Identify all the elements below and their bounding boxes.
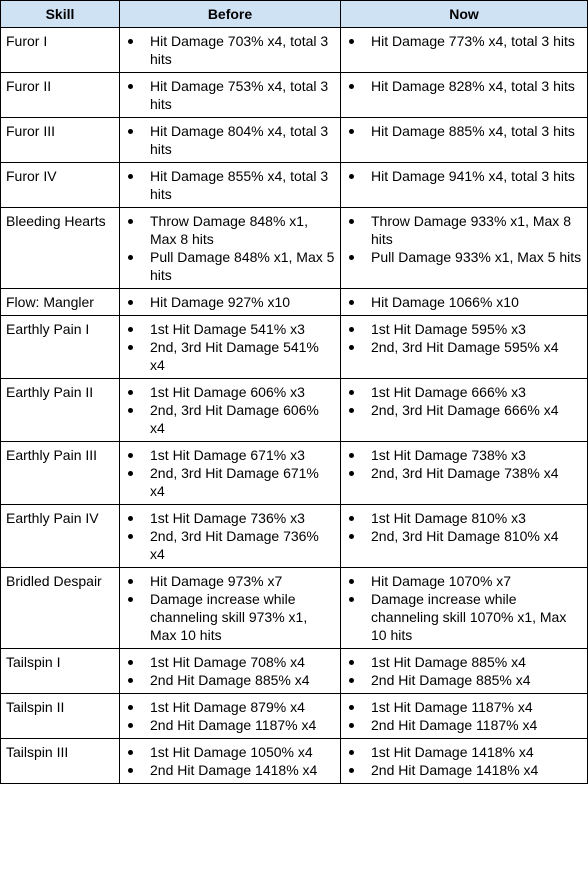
table-row — [1, 505, 588, 568]
bullet-item: 1st Hit Damage 879% x4 — [150, 698, 336, 716]
before-bullet-list — [120, 293, 336, 311]
bullet-item: Hit Damage 1070% x7 — [371, 572, 583, 590]
bullet-item: 2nd, 3rd Hit Damage 666% x4 — [371, 401, 583, 419]
bullet-item: 1st Hit Damage 671% x3 — [150, 446, 336, 464]
skill-name-cell: Bridled Despair — [1, 568, 120, 649]
before-cell — [120, 163, 341, 208]
before-bullet-list — [120, 122, 336, 158]
before-cell — [120, 739, 341, 784]
bullet-item: 2nd Hit Damage 1187% x4 — [371, 716, 583, 734]
bullet-item: 1st Hit Damage 1050% x4 — [150, 743, 336, 761]
skill-name-cell: Earthly Pain III — [1, 442, 120, 505]
now-cell — [341, 289, 588, 316]
skill-name-cell: Furor II — [1, 73, 120, 118]
skill-name-cell: Bleeding Hearts — [1, 208, 120, 289]
before-bullet-list — [120, 446, 336, 500]
before-cell — [120, 649, 341, 694]
now-bullet-list — [341, 32, 583, 50]
now-bullet-list — [341, 77, 583, 95]
now-bullet-list — [341, 212, 583, 266]
now-bullet-list — [341, 122, 583, 140]
before-cell — [120, 505, 341, 568]
table-row — [1, 118, 588, 163]
now-bullet-list — [341, 293, 583, 311]
bullet-item: Hit Damage 941% x4, total 3 hits — [371, 167, 583, 185]
bullet-item: 1st Hit Damage 736% x3 — [150, 509, 336, 527]
before-bullet-list — [120, 509, 336, 563]
before-bullet-list — [120, 320, 336, 374]
bullet-item: 2nd Hit Damage 1418% x4 — [371, 761, 583, 779]
bullet-item: 2nd Hit Damage 1418% x4 — [150, 761, 336, 779]
bullet-item: Hit Damage 973% x7 — [150, 572, 336, 590]
bullet-item: 1st Hit Damage 810% x3 — [371, 509, 583, 527]
skill-name-cell: Furor III — [1, 118, 120, 163]
header-skill: Skill — [1, 1, 120, 28]
now-cell — [341, 568, 588, 649]
before-bullet-list — [120, 698, 336, 734]
table-row — [1, 379, 588, 442]
table-row — [1, 163, 588, 208]
now-bullet-list — [341, 383, 583, 419]
before-bullet-list — [120, 167, 336, 203]
bullet-item: Hit Damage 773% x4, total 3 hits — [371, 32, 583, 50]
now-cell — [341, 73, 588, 118]
before-bullet-list — [120, 572, 336, 644]
bullet-item: Pull Damage 933% x1, Max 5 hits — [371, 249, 582, 265]
table-row — [1, 28, 588, 73]
skill-name-cell: Furor I — [1, 28, 120, 73]
before-bullet-list — [120, 32, 336, 68]
now-bullet-list — [341, 653, 583, 689]
table-row — [1, 694, 588, 739]
bullet-item: 1st Hit Damage 541% x3 — [150, 320, 336, 338]
before-cell — [120, 694, 341, 739]
before-bullet-list — [120, 77, 336, 113]
bullet-item: Damage increase while channeling skill 973% x1, Max 10 hits — [150, 590, 336, 644]
bullet-item: Hit Damage 828% x4, total 3 hits — [371, 77, 583, 95]
header-now: Now — [341, 1, 588, 28]
before-cell — [120, 28, 341, 73]
bullet-item: Hit Damage 1066% x10 — [371, 293, 583, 311]
skill-name-cell: Flow: Mangler — [1, 289, 120, 316]
table-row — [1, 442, 588, 505]
table-row — [1, 739, 588, 784]
bullet-item: Hit Damage 885% x4, total 3 hits — [371, 122, 583, 140]
now-cell — [341, 739, 588, 784]
now-cell — [341, 316, 588, 379]
before-cell — [120, 289, 341, 316]
table-row — [1, 208, 588, 289]
skill-name-cell: Furor IV — [1, 163, 120, 208]
bullet-item: 1st Hit Damage 708% x4 — [150, 653, 336, 671]
now-cell — [341, 442, 588, 505]
table-row — [1, 73, 588, 118]
now-cell — [341, 163, 588, 208]
before-bullet-list — [120, 743, 336, 779]
bullet-item: 2nd, 3rd Hit Damage 810% x4 — [371, 527, 583, 545]
skill-name-cell: Earthly Pain II — [1, 379, 120, 442]
now-cell — [341, 694, 588, 739]
before-cell — [120, 568, 341, 649]
bullet-item: Hit Damage 703% x4, total 3 hits — [150, 32, 336, 68]
bullet-item: 2nd, 3rd Hit Damage 595% x4 — [371, 338, 583, 356]
bullet-item: 2nd Hit Damage 885% x4 — [150, 671, 336, 689]
bullet-item: 2nd, 3rd Hit Damage 736% x4 — [150, 527, 336, 563]
now-bullet-list — [341, 167, 583, 185]
bullet-item: 2nd Hit Damage 1187% x4 — [150, 716, 336, 734]
before-cell — [120, 208, 341, 289]
bullet-item: 2nd, 3rd Hit Damage 671% x4 — [150, 464, 336, 500]
bullet-item: 1st Hit Damage 606% x3 — [150, 383, 336, 401]
now-bullet-list — [341, 743, 583, 779]
before-cell — [120, 316, 341, 379]
skill-name-cell: Earthly Pain I — [1, 316, 120, 379]
skill-name-cell: Tailspin II — [1, 694, 120, 739]
bullet-item: Throw Damage 848% x1, Max 8 hits — [150, 212, 336, 248]
bullet-item: 2nd, 3rd Hit Damage 606% x4 — [150, 401, 336, 437]
skill-name-cell: Tailspin I — [1, 649, 120, 694]
bullet-item: 1st Hit Damage 1418% x4 — [371, 743, 583, 761]
before-cell — [120, 442, 341, 505]
bullet-item: 1st Hit Damage 1187% x4 — [371, 698, 583, 716]
before-bullet-list — [120, 653, 336, 689]
table-body — [1, 28, 588, 784]
header-before: Before — [120, 1, 341, 28]
now-cell — [341, 379, 588, 442]
skill-name-cell: Tailspin III — [1, 739, 120, 784]
bullet-item: 2nd Hit Damage 885% x4 — [371, 671, 583, 689]
table-row — [1, 289, 588, 316]
bullet-item: Hit Damage 804% x4, total 3 hits — [150, 122, 336, 158]
now-cell — [341, 118, 588, 163]
now-cell — [341, 505, 588, 568]
bullet-item: 2nd, 3rd Hit Damage 541% x4 — [150, 338, 336, 374]
header-row — [1, 1, 588, 28]
bullet-item: 2nd, 3rd Hit Damage 738% x4 — [371, 464, 583, 482]
bullet-item: Damage increase while channeling skill 1070% x1, Max 10 hits — [371, 590, 583, 644]
table-row — [1, 649, 588, 694]
now-cell — [341, 28, 588, 73]
now-cell — [341, 208, 588, 289]
now-bullet-list — [341, 698, 583, 734]
bullet-item: 1st Hit Damage 666% x3 — [371, 383, 583, 401]
bullet-item: 1st Hit Damage 885% x4 — [371, 653, 583, 671]
bullet-item: 1st Hit Damage 595% x3 — [371, 320, 583, 338]
before-cell — [120, 379, 341, 442]
now-bullet-list — [341, 509, 583, 545]
bullet-item: 1st Hit Damage 738% x3 — [371, 446, 583, 464]
table-row — [1, 568, 588, 649]
now-cell — [341, 649, 588, 694]
now-bullet-list — [341, 446, 583, 482]
before-bullet-list — [120, 212, 336, 284]
bullet-item: Hit Damage 753% x4, total 3 hits — [150, 77, 336, 113]
bullet-item: Throw Damage 933% x1, Max 8 hits — [371, 212, 583, 248]
before-cell — [120, 73, 341, 118]
skill-name-cell: Earthly Pain IV — [1, 505, 120, 568]
bullet-item: Hit Damage 927% x10 — [150, 293, 336, 311]
now-bullet-list — [341, 572, 583, 644]
before-bullet-list — [120, 383, 336, 437]
before-cell — [120, 118, 341, 163]
now-bullet-list — [341, 320, 583, 356]
bullet-item: Hit Damage 855% x4, total 3 hits — [150, 167, 336, 203]
bullet-item: Pull Damage 848% x1, Max 5 hits — [150, 249, 335, 283]
table-row — [1, 316, 588, 379]
